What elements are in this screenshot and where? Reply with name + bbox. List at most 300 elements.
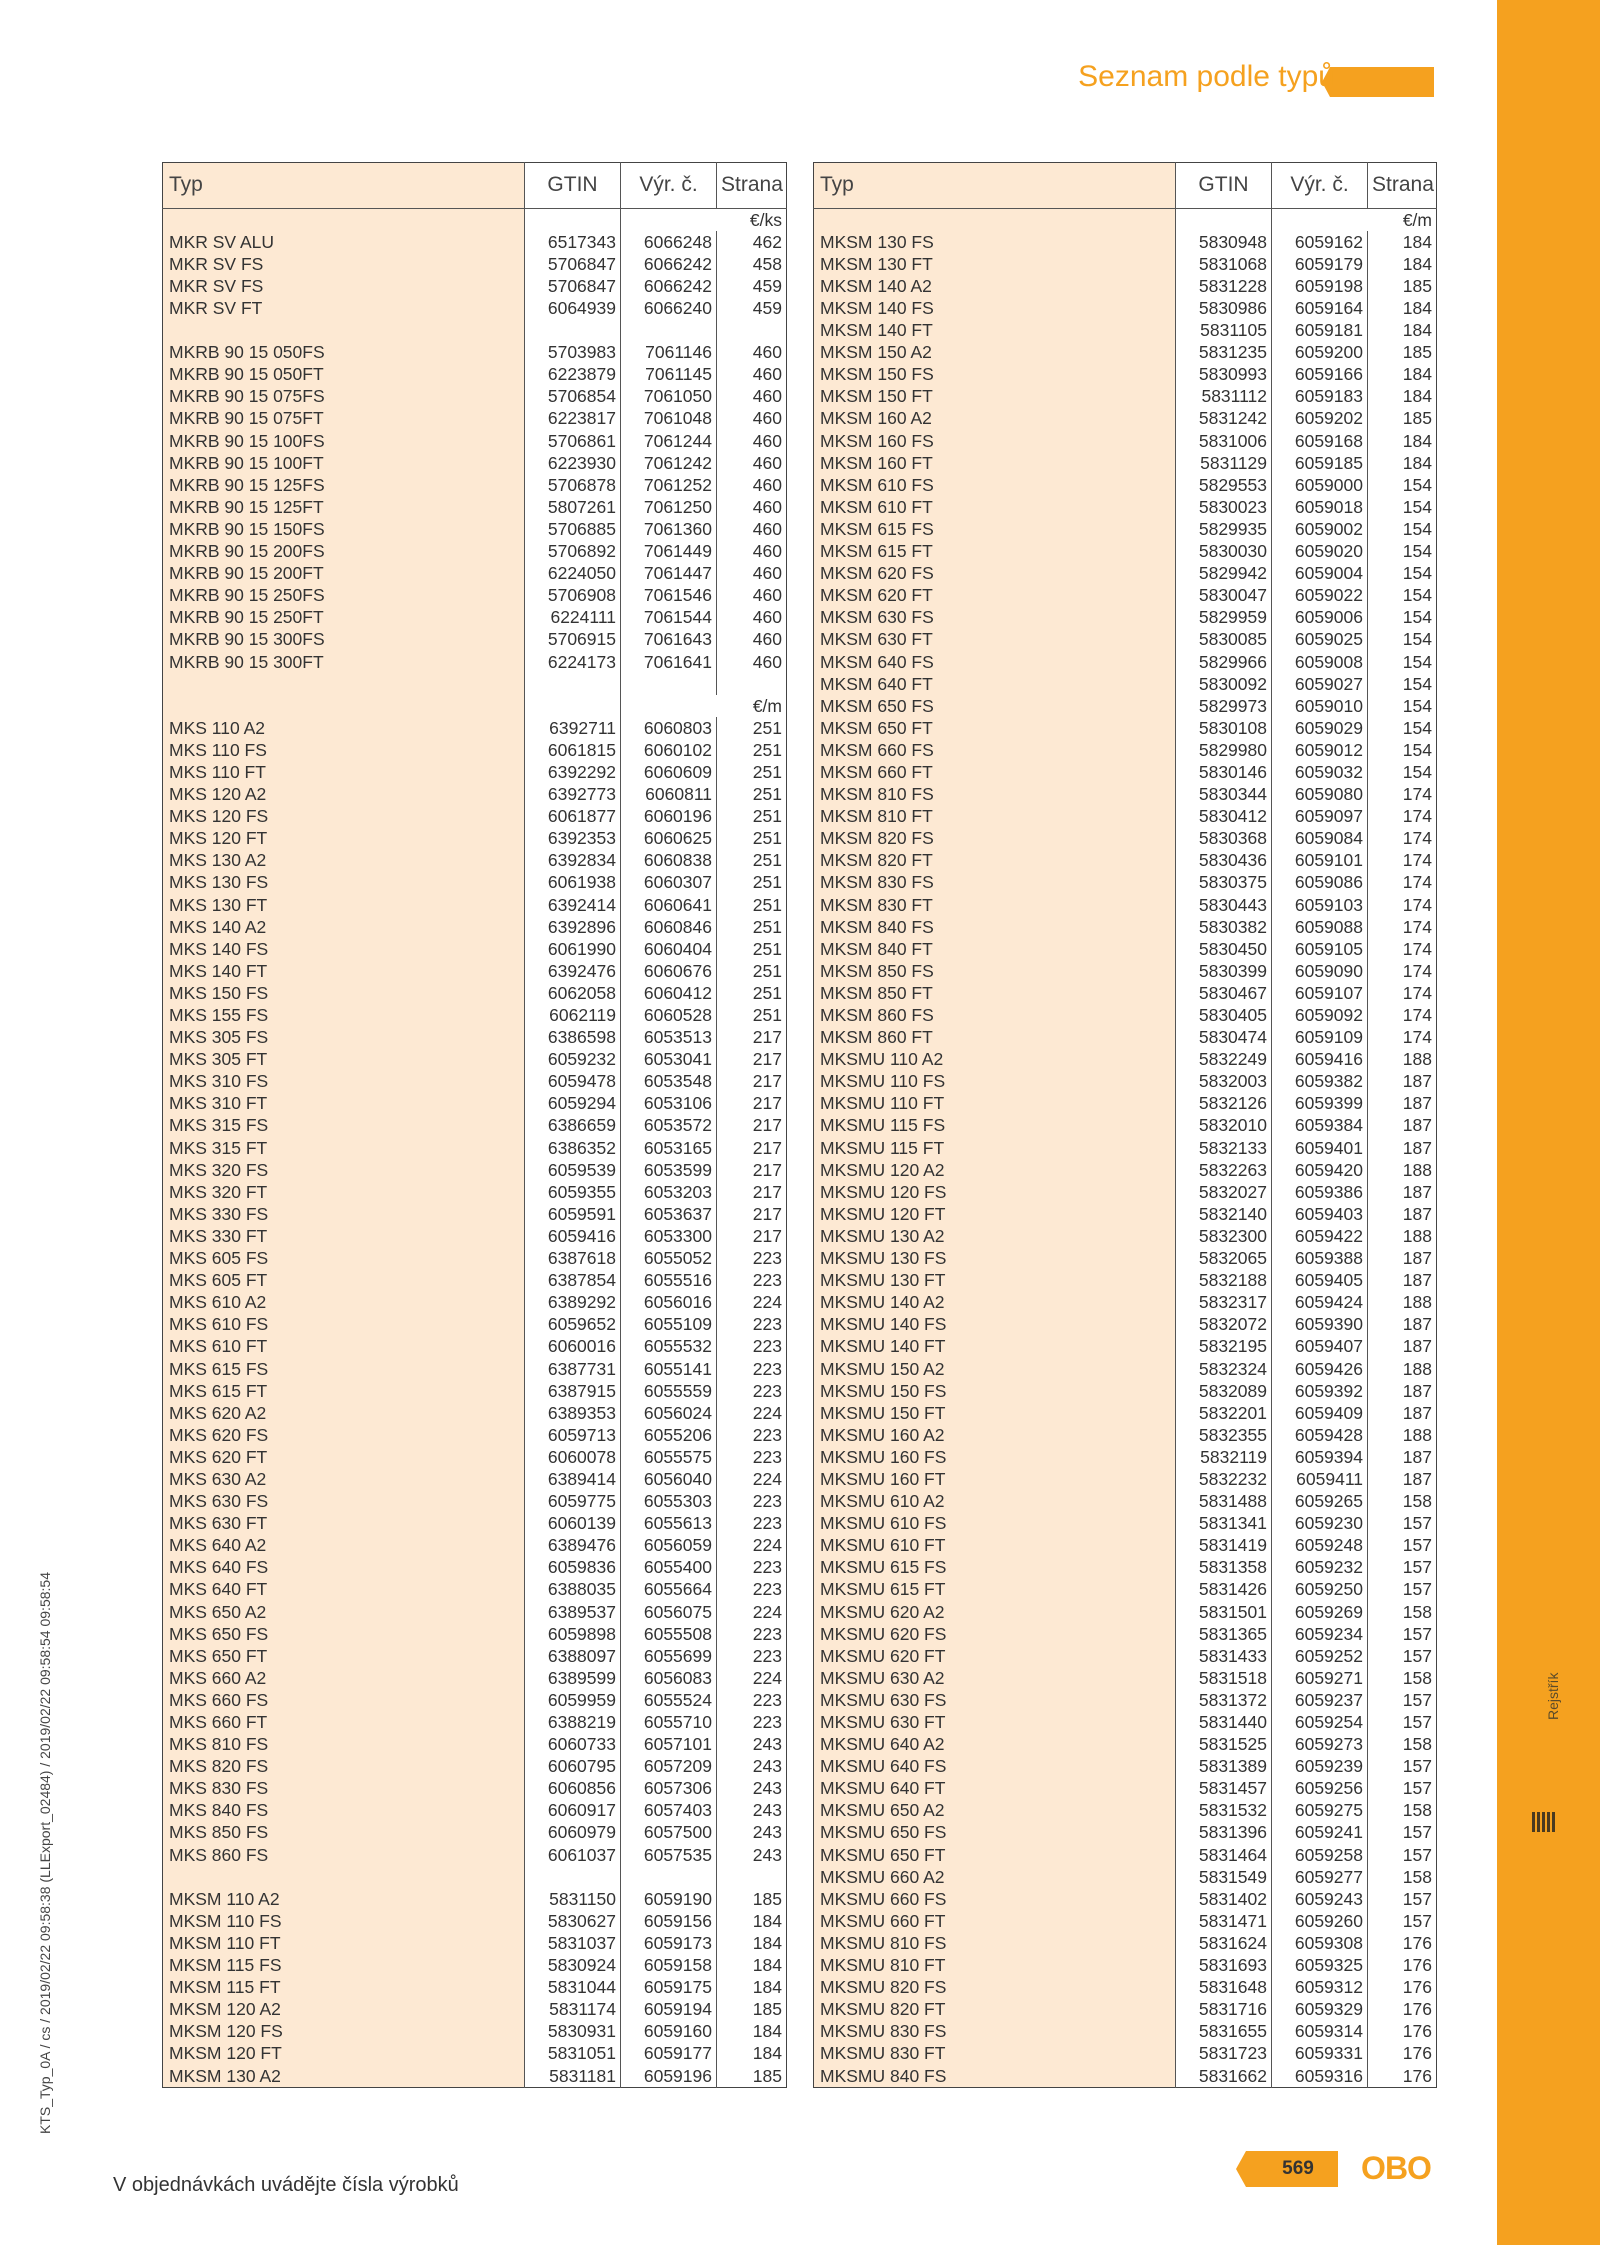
vyr-cell: 6059234 bbox=[1272, 1623, 1368, 1645]
vyr-cell: 6060609 bbox=[621, 761, 717, 783]
table-row bbox=[814, 1999, 1437, 2021]
table-row bbox=[163, 1756, 787, 1778]
strana-cell: 188 bbox=[1402, 1358, 1432, 1379]
vyr-cell: 6059230 bbox=[1272, 1513, 1368, 1535]
table-row bbox=[163, 717, 787, 739]
vyr-cell: 6060803 bbox=[621, 717, 717, 739]
table-row bbox=[814, 1225, 1437, 1247]
vyr-cell: 6059260 bbox=[1272, 1910, 1368, 1932]
gtin-cell: 5830023 bbox=[1176, 496, 1272, 518]
vyr-cell: 6057209 bbox=[621, 1756, 717, 1778]
vyr-cell: 6060676 bbox=[621, 960, 717, 982]
gtin-cell: 5830412 bbox=[1176, 806, 1272, 828]
vyr-cell: 6059386 bbox=[1272, 1181, 1368, 1203]
vyr-cell: 6059109 bbox=[1272, 1026, 1368, 1048]
strana-cell: 154 bbox=[1402, 651, 1432, 672]
type-cell: MKSMU 120 A2 bbox=[814, 1159, 1176, 1181]
vyr-cell: 6059181 bbox=[1272, 319, 1368, 341]
vyr-cell: 6066242 bbox=[621, 275, 717, 297]
strana-cell: 223 bbox=[752, 1314, 782, 1335]
strana-cell: 185 bbox=[1402, 275, 1432, 296]
gtin-cell: 6059294 bbox=[525, 1093, 621, 1115]
type-cell: MKSMU 610 FS bbox=[814, 1513, 1176, 1535]
gtin-cell: 5832065 bbox=[1176, 1247, 1272, 1269]
gtin-cell: 5832249 bbox=[1176, 1049, 1272, 1071]
table-row bbox=[814, 894, 1437, 916]
gtin-cell: 5831549 bbox=[1176, 1866, 1272, 1888]
vyr-cell: 6056040 bbox=[621, 1468, 717, 1490]
vyr-cell: 6059173 bbox=[621, 1932, 717, 1954]
table-row bbox=[163, 386, 787, 408]
table-row bbox=[163, 1844, 787, 1866]
vyr-cell: 7061643 bbox=[621, 629, 717, 651]
strana-cell: 460 bbox=[752, 496, 782, 517]
vyr-cell: 6059177 bbox=[621, 2043, 717, 2065]
vyr-cell: 7061250 bbox=[621, 496, 717, 518]
strana-cell: 157 bbox=[1402, 1623, 1432, 1644]
type-cell: MKS 650 A2 bbox=[163, 1601, 525, 1623]
gtin-cell: 5831358 bbox=[1176, 1557, 1272, 1579]
vyr-cell: 6066242 bbox=[621, 253, 717, 275]
type-cell: MKSMU 640 FT bbox=[814, 1778, 1176, 1800]
gtin-cell: 6059652 bbox=[525, 1314, 621, 1336]
gtin-cell: 6223930 bbox=[525, 452, 621, 474]
strana-cell: 251 bbox=[752, 761, 782, 782]
strana-cell: 223 bbox=[752, 1579, 782, 1600]
type-cell: MKS 615 FS bbox=[163, 1358, 525, 1380]
table-row bbox=[814, 1513, 1437, 1535]
gtin-cell: 6224111 bbox=[525, 607, 621, 629]
vyr-cell: 6059012 bbox=[1272, 739, 1368, 761]
vyr-cell: 6055664 bbox=[621, 1579, 717, 1601]
strana-cell: 223 bbox=[752, 1689, 782, 1710]
type-cell: MKS 850 FS bbox=[163, 1822, 525, 1844]
strana-cell: 187 bbox=[1402, 1248, 1432, 1269]
table-row bbox=[163, 872, 787, 894]
type-cell: MKSMU 150 FT bbox=[814, 1402, 1176, 1424]
strana-cell: 224 bbox=[752, 1601, 782, 1622]
gtin-cell: 6392711 bbox=[525, 717, 621, 739]
vyr-cell: 7061641 bbox=[621, 651, 717, 673]
print-info: KTS_Typ_0A / cs / 2019/02/22 09:58:38 (LLExport_02484) / 2019/02/22 09:58:54 09:58:54 bbox=[37, 1572, 53, 2134]
type-cell: MKS 155 FS bbox=[163, 1004, 525, 1026]
table-body-right bbox=[814, 209, 1437, 2088]
table-row bbox=[163, 1225, 787, 1247]
vyr-cell: 7061360 bbox=[621, 518, 717, 540]
vyr-cell: 6059250 bbox=[1272, 1579, 1368, 1601]
type-cell: MKSMU 140 A2 bbox=[814, 1292, 1176, 1314]
table-row bbox=[163, 607, 787, 629]
strana-cell: 158 bbox=[1402, 1491, 1432, 1512]
type-cell: MKRB 90 15 200FT bbox=[163, 563, 525, 585]
table-row bbox=[814, 1800, 1437, 1822]
vyr-cell: 6059232 bbox=[1272, 1557, 1368, 1579]
gtin-cell: 6389353 bbox=[525, 1402, 621, 1424]
table-row bbox=[814, 1932, 1437, 1954]
type-cell: MKSM 820 FS bbox=[814, 828, 1176, 850]
table-row bbox=[163, 1181, 787, 1203]
type-cell bbox=[163, 1866, 525, 1888]
gtin-cell: 5829553 bbox=[1176, 474, 1272, 496]
strana-cell: 251 bbox=[752, 739, 782, 760]
type-cell: MKSM 830 FT bbox=[814, 894, 1176, 916]
vyr-cell: 6059312 bbox=[1272, 1977, 1368, 1999]
gtin-cell: 5831693 bbox=[1176, 1954, 1272, 1976]
vyr-cell: 6055710 bbox=[621, 1711, 717, 1733]
vyr-cell: 7061449 bbox=[621, 540, 717, 562]
type-cell: MKRB 90 15 075FT bbox=[163, 408, 525, 430]
strana-cell: 174 bbox=[1402, 784, 1432, 805]
gtin-cell: 5831464 bbox=[1176, 1844, 1272, 1866]
type-cell: MKSMU 120 FT bbox=[814, 1203, 1176, 1225]
table-row bbox=[163, 1733, 787, 1755]
vyr-cell: 6053548 bbox=[621, 1071, 717, 1093]
type-cell: MKS 660 A2 bbox=[163, 1667, 525, 1689]
gtin-cell: 6388219 bbox=[525, 1711, 621, 1733]
table-row bbox=[814, 452, 1437, 474]
type-cell: MKSMU 660 A2 bbox=[814, 1866, 1176, 1888]
type-cell: MKRB 90 15 150FS bbox=[163, 518, 525, 540]
table-row bbox=[163, 1977, 787, 1999]
type-cell: MKSM 610 FT bbox=[814, 496, 1176, 518]
gtin-cell: 5831402 bbox=[1176, 1888, 1272, 1910]
type-cell: MKSMU 610 FT bbox=[814, 1535, 1176, 1557]
gtin-cell: 5830146 bbox=[1176, 761, 1272, 783]
table-row bbox=[163, 1910, 787, 1932]
type-cell: MKSM 120 A2 bbox=[163, 1999, 525, 2021]
table-row bbox=[814, 850, 1437, 872]
gtin-cell: 5831365 bbox=[1176, 1623, 1272, 1645]
table-row bbox=[814, 1270, 1437, 1292]
strana-cell: 459 bbox=[752, 298, 782, 319]
table-row bbox=[163, 1711, 787, 1733]
gtin-cell: 6517343 bbox=[525, 231, 621, 253]
strana-cell: 176 bbox=[1402, 2043, 1432, 2064]
gtin-cell: 6392414 bbox=[525, 894, 621, 916]
gtin-cell: 6392476 bbox=[525, 960, 621, 982]
vyr-cell: 6057306 bbox=[621, 1778, 717, 1800]
strana-cell: 251 bbox=[752, 982, 782, 1003]
type-cell: MKSM 140 FT bbox=[814, 319, 1176, 341]
strana-cell: 184 bbox=[752, 1977, 782, 1998]
gtin-cell: 6059775 bbox=[525, 1490, 621, 1512]
strana-cell: 184 bbox=[1402, 320, 1432, 341]
strana-cell: 157 bbox=[1402, 1513, 1432, 1534]
table-row bbox=[814, 982, 1437, 1004]
strana-cell: 185 bbox=[752, 2065, 782, 2086]
table-row bbox=[163, 474, 787, 496]
gtin-cell: 5831044 bbox=[525, 1977, 621, 1999]
table-row bbox=[814, 253, 1437, 275]
table-row bbox=[814, 1557, 1437, 1579]
strana-cell: 185 bbox=[752, 1888, 782, 1909]
gtin-cell: 5831068 bbox=[1176, 253, 1272, 275]
strana-cell: 217 bbox=[752, 1071, 782, 1092]
gtin-cell: 5832201 bbox=[1176, 1402, 1272, 1424]
table-row bbox=[814, 938, 1437, 960]
type-cell: MKS 620 FS bbox=[163, 1424, 525, 1446]
table-row bbox=[163, 1579, 787, 1601]
table-row bbox=[163, 1137, 787, 1159]
type-cell: MKSMU 820 FT bbox=[814, 1999, 1176, 2021]
vyr-cell: 6059243 bbox=[1272, 1888, 1368, 1910]
table-row bbox=[163, 1888, 787, 1910]
gtin-cell: 5829980 bbox=[1176, 739, 1272, 761]
gtin-cell: 5831624 bbox=[1176, 1932, 1272, 1954]
vyr-cell: 6053637 bbox=[621, 1203, 717, 1225]
gtin-cell: 6061815 bbox=[525, 739, 621, 761]
strana-cell: 184 bbox=[1402, 452, 1432, 473]
gtin-cell: 5829935 bbox=[1176, 518, 1272, 540]
table-row bbox=[163, 1999, 787, 2021]
strana-cell: 176 bbox=[1402, 1955, 1432, 1976]
type-cell: MKSM 140 A2 bbox=[814, 275, 1176, 297]
col-typ: Typ bbox=[814, 163, 1176, 209]
gtin-cell: 5831105 bbox=[1176, 319, 1272, 341]
vyr-cell: 6060404 bbox=[621, 938, 717, 960]
table-row bbox=[814, 275, 1437, 297]
strana-cell: 174 bbox=[1402, 982, 1432, 1003]
vyr-cell: 7061252 bbox=[621, 474, 717, 496]
vyr-cell: 7061544 bbox=[621, 607, 717, 629]
table-row bbox=[814, 1667, 1437, 1689]
strana-cell: 223 bbox=[752, 1336, 782, 1357]
type-cell: MKSMU 160 FS bbox=[814, 1446, 1176, 1468]
type-cell: MKSMU 615 FS bbox=[814, 1557, 1176, 1579]
gtin-cell: 5832003 bbox=[1176, 1071, 1272, 1093]
table-row bbox=[163, 695, 787, 717]
type-cell: MKR SV FS bbox=[163, 275, 525, 297]
strana-cell: 174 bbox=[1402, 960, 1432, 981]
type-cell: MKS 320 FT bbox=[163, 1181, 525, 1203]
table-row bbox=[163, 1601, 787, 1623]
gtin-cell: 5829973 bbox=[1176, 695, 1272, 717]
gtin-cell: 5703983 bbox=[525, 342, 621, 364]
type-cell: MKSM 660 FS bbox=[814, 739, 1176, 761]
gtin-cell: 5831372 bbox=[1176, 1689, 1272, 1711]
type-cell: MKRB 90 15 300FS bbox=[163, 629, 525, 651]
type-cell: MKS 650 FT bbox=[163, 1645, 525, 1667]
type-cell: MKSM 140 FS bbox=[814, 297, 1176, 319]
type-cell: MKSMU 110 FS bbox=[814, 1071, 1176, 1093]
table-row bbox=[814, 1645, 1437, 1667]
strana-cell: 154 bbox=[1402, 474, 1432, 495]
type-cell: MKSM 850 FS bbox=[814, 960, 1176, 982]
table-row bbox=[163, 1314, 787, 1336]
gtin-cell: 5807261 bbox=[525, 496, 621, 518]
vyr-cell: 6059248 bbox=[1272, 1535, 1368, 1557]
vyr-cell: 6053165 bbox=[621, 1137, 717, 1159]
type-cell: MKS 320 FS bbox=[163, 1159, 525, 1181]
strana-cell: 184 bbox=[1402, 386, 1432, 407]
col-gtin: GTIN bbox=[1176, 163, 1272, 209]
strana-cell: 187 bbox=[1402, 1468, 1432, 1489]
table-row bbox=[163, 1026, 787, 1048]
type-cell: MKSM 810 FS bbox=[814, 783, 1176, 805]
table-row bbox=[814, 1446, 1437, 1468]
vyr-cell: 6059010 bbox=[1272, 695, 1368, 717]
gtin-cell: 5831723 bbox=[1176, 2043, 1272, 2065]
gtin-cell: 5830344 bbox=[1176, 783, 1272, 805]
strana-cell: 157 bbox=[1402, 1822, 1432, 1843]
strana-cell: 154 bbox=[1402, 761, 1432, 782]
gtin-cell: 5830436 bbox=[1176, 850, 1272, 872]
gtin-cell: 6059591 bbox=[525, 1203, 621, 1225]
table-row bbox=[163, 2065, 787, 2088]
strana-cell: 174 bbox=[1402, 1027, 1432, 1048]
gtin-cell: 5830405 bbox=[1176, 1004, 1272, 1026]
gtin-cell: 5831150 bbox=[525, 1888, 621, 1910]
type-cell: MKRB 90 15 300FT bbox=[163, 651, 525, 673]
vyr-cell: 6053203 bbox=[621, 1181, 717, 1203]
strana-cell: 223 bbox=[752, 1358, 782, 1379]
type-cell: MKS 305 FS bbox=[163, 1026, 525, 1048]
table-row bbox=[814, 1468, 1437, 1490]
gtin-cell: 6059713 bbox=[525, 1424, 621, 1446]
gtin-cell: 6223879 bbox=[525, 364, 621, 386]
gtin-cell: 5706885 bbox=[525, 518, 621, 540]
gtin-cell: 5832355 bbox=[1176, 1424, 1272, 1446]
type-cell: MKSM 130 FS bbox=[814, 231, 1176, 253]
type-cell: MKSM 615 FT bbox=[814, 540, 1176, 562]
type-cell: MKSM 110 FT bbox=[163, 1932, 525, 1954]
table-row bbox=[814, 563, 1437, 585]
gtin-cell: 6062119 bbox=[525, 1004, 621, 1026]
strana-cell: 157 bbox=[1402, 1557, 1432, 1578]
gtin-cell: 5831051 bbox=[525, 2043, 621, 2065]
strana-cell: 217 bbox=[752, 1225, 782, 1246]
type-cell: MKS 140 FS bbox=[163, 938, 525, 960]
vyr-cell: 6059269 bbox=[1272, 1601, 1368, 1623]
table-row bbox=[163, 651, 787, 673]
vyr-cell: 7061050 bbox=[621, 386, 717, 408]
gtin-cell: 6059898 bbox=[525, 1623, 621, 1645]
table-row bbox=[163, 1667, 787, 1689]
type-cell: MKSMU 130 FS bbox=[814, 1247, 1176, 1269]
strana-cell: 154 bbox=[1402, 629, 1432, 650]
strana-cell: 176 bbox=[1402, 1977, 1432, 1998]
gtin-cell: 6060856 bbox=[525, 1778, 621, 1800]
strana-cell: 187 bbox=[1402, 1380, 1432, 1401]
table-row bbox=[163, 319, 787, 341]
table-row bbox=[814, 2065, 1437, 2088]
type-cell: MKS 640 FT bbox=[163, 1579, 525, 1601]
strana-cell: 157 bbox=[1402, 1844, 1432, 1865]
type-cell: MKSM 110 FS bbox=[163, 1910, 525, 1932]
type-cell: MKSMU 620 FT bbox=[814, 1645, 1176, 1667]
vyr-cell: 6060307 bbox=[621, 872, 717, 894]
gtin-cell: 6059539 bbox=[525, 1159, 621, 1181]
strana-cell: 217 bbox=[752, 1137, 782, 1158]
gtin-cell: 5832072 bbox=[1176, 1314, 1272, 1336]
table-row bbox=[814, 342, 1437, 364]
strana-cell: 251 bbox=[752, 960, 782, 981]
type-cell: MKSM 830 FS bbox=[814, 872, 1176, 894]
type-cell: MKS 120 FS bbox=[163, 806, 525, 828]
table-row bbox=[814, 1689, 1437, 1711]
strana-cell: 176 bbox=[1402, 1932, 1432, 1953]
table-row bbox=[814, 1954, 1437, 1976]
gtin-cell: 6059355 bbox=[525, 1181, 621, 1203]
table-row bbox=[163, 629, 787, 651]
table-row bbox=[814, 1888, 1437, 1910]
type-cell: MKS 610 FT bbox=[163, 1336, 525, 1358]
type-cell: MKSM 110 A2 bbox=[163, 1888, 525, 1910]
strana-cell: 174 bbox=[1402, 872, 1432, 893]
strana-cell: 223 bbox=[752, 1270, 782, 1291]
type-cell: MKRB 90 15 075FS bbox=[163, 386, 525, 408]
table-row bbox=[163, 585, 787, 607]
gtin-cell: 5831433 bbox=[1176, 1645, 1272, 1667]
vyr-cell bbox=[621, 1866, 717, 1888]
type-cell: MKSM 650 FS bbox=[814, 695, 1176, 717]
col-vyr: Výr. č. bbox=[621, 163, 717, 209]
vyr-cell: 7061242 bbox=[621, 452, 717, 474]
strana-cell: 184 bbox=[752, 1910, 782, 1931]
table-row bbox=[163, 1778, 787, 1800]
strana-cell: 187 bbox=[1402, 1093, 1432, 1114]
vyr-cell: 6059394 bbox=[1272, 1446, 1368, 1468]
strana-cell: 154 bbox=[1402, 541, 1432, 562]
table-row bbox=[814, 1137, 1437, 1159]
type-cell: MKSMU 820 FS bbox=[814, 1977, 1176, 1999]
page-title: Seznam podle typů bbox=[1078, 60, 1335, 93]
strana-cell: 217 bbox=[752, 1181, 782, 1202]
gtin-cell: 5706878 bbox=[525, 474, 621, 496]
type-cell: MKSM 620 FS bbox=[814, 563, 1176, 585]
type-cell: MKSM 150 FT bbox=[814, 386, 1176, 408]
table-row bbox=[163, 209, 787, 232]
gtin-cell: 6224050 bbox=[525, 563, 621, 585]
table-row bbox=[814, 1822, 1437, 1844]
vyr-cell: 6059416 bbox=[1272, 1049, 1368, 1071]
table-row bbox=[814, 1314, 1437, 1336]
strana-cell: 251 bbox=[752, 828, 782, 849]
vyr-cell: 6055303 bbox=[621, 1490, 717, 1512]
vyr-cell: 6059409 bbox=[1272, 1402, 1368, 1424]
table-row bbox=[163, 2043, 787, 2065]
table-row bbox=[814, 872, 1437, 894]
strana-cell: 460 bbox=[752, 474, 782, 495]
strana-cell: 460 bbox=[752, 408, 782, 429]
strana-cell: 187 bbox=[1402, 1336, 1432, 1357]
vyr-cell: 6059027 bbox=[1272, 673, 1368, 695]
gtin-cell: 5830986 bbox=[1176, 297, 1272, 319]
table-row bbox=[814, 1026, 1437, 1048]
type-cell: MKSM 160 A2 bbox=[814, 408, 1176, 430]
vyr-cell: 6059018 bbox=[1272, 496, 1368, 518]
table-row bbox=[814, 585, 1437, 607]
vyr-cell: 6059196 bbox=[621, 2065, 717, 2088]
type-cell: MKSMU 110 FT bbox=[814, 1093, 1176, 1115]
type-cell: MKSM 615 FS bbox=[814, 518, 1176, 540]
gtin-cell bbox=[525, 695, 621, 717]
vyr-cell: 6055559 bbox=[621, 1380, 717, 1402]
table-row bbox=[163, 1822, 787, 1844]
strana-cell: 154 bbox=[1402, 695, 1432, 716]
vyr-cell: 6060641 bbox=[621, 894, 717, 916]
vyr-cell: 6059084 bbox=[1272, 828, 1368, 850]
type-cell: MKSMU 650 FT bbox=[814, 1844, 1176, 1866]
table-row bbox=[814, 1093, 1437, 1115]
strana-cell: 217 bbox=[752, 1159, 782, 1180]
strana-cell: 187 bbox=[1402, 1181, 1432, 1202]
vyr-cell: 6056059 bbox=[621, 1535, 717, 1557]
gtin-cell: 6389476 bbox=[525, 1535, 621, 1557]
strana-cell: 460 bbox=[752, 430, 782, 451]
vyr-cell: 6059097 bbox=[1272, 806, 1368, 828]
type-cell: MKRB 90 15 250FS bbox=[163, 585, 525, 607]
